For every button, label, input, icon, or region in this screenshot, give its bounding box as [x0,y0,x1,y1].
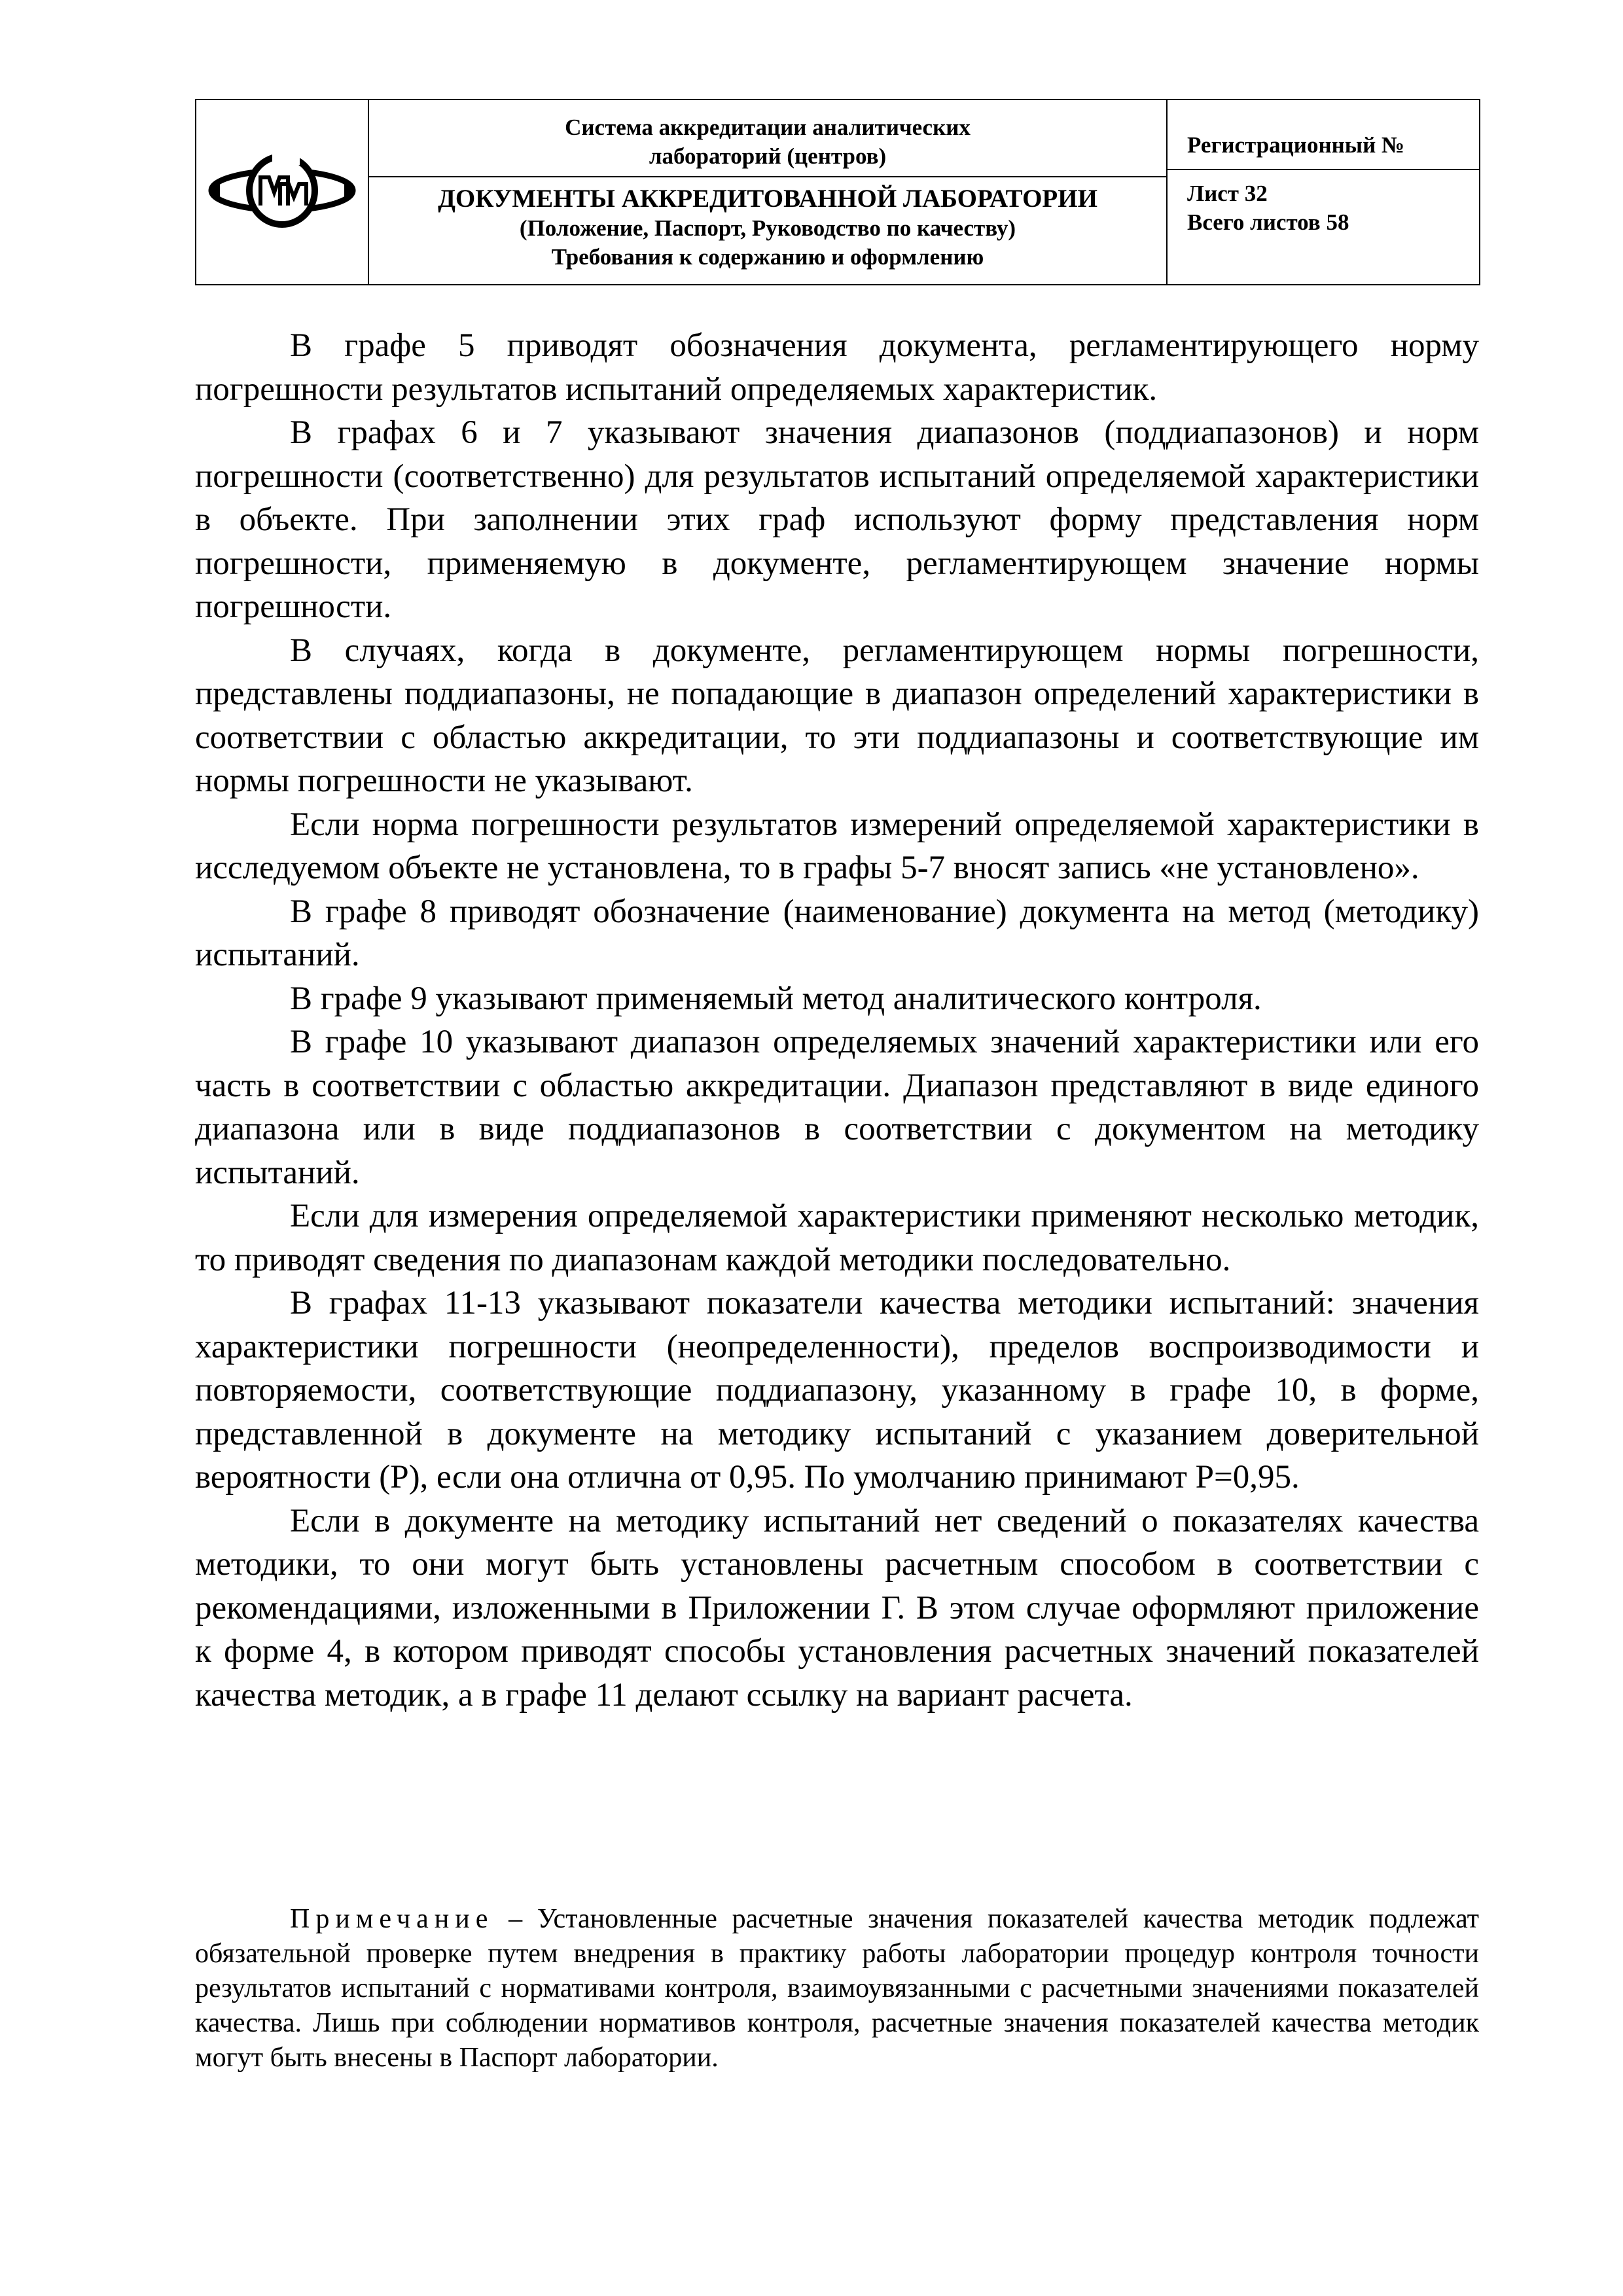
document-title: ДОКУМЕНТЫ АККРЕДИТОВАННОЙ ЛАБОРАТОРИИ [438,184,1097,213]
paragraph: Если норма погрешности результатов измерений определяемой характеристики в исследуемом объекте не установлена, то в графы 5-7 вносят запись «не установлено». [195,806,1479,886]
sheet-number: Лист 32 [1187,180,1268,206]
paragraph: В графах 11-13 указывают показатели качества методики испытаний: значения характеристики погрешности (неопределенности), пределов воспроизводимости и повторяемости, соответствующие поддиапазону, указанному в графе 10, в форме, представленной в документе на методику испытаний с указанием доверительной вероятности (Р), если она отлична от 0,95. По умолчанию принимают Р=0,95. [195,1285,1479,1496]
note-text: Установленные расчетные значения показателей качества методик подлежат обязательной проверке путем внедрения в практику работы лаборатории процедур контроля точности результатов испытаний с нормативами контроля, взаимоувязанными с расчетными значениями показателей качества. Лишь при соблюдении нормативов контроля, расчетные значения показателей качества методик могут быть внесены в Паспорт лаборатории. [195,1904,1480,2073]
registration-cell [1167,99,1480,285]
document-subtitle: (Положение, Паспорт, Руководство по качеству) [519,215,1016,241]
note-block [195,1902,1479,2075]
registration-number-label: Регистрационный № [1187,132,1405,158]
paragraph: Если для измерения определяемой характеристики применяют несколько методик, то приводят сведения по диапазонам каждой методики последовательно. [195,1198,1479,1278]
paragraph: В графах 6 и 7 указывают значения диапазонов (поддиапазонов) и норм погрешности (соответственно) для результатов испытаний определяемой характеристики в объекте. При заполнении этих граф используют форму представления норм погрешности, применяемую в документе, регламентирующем значение нормы погрешности. [195,414,1479,625]
paragraph: В графе 5 приводят обозначения документа, регламентирующего норму погрешности результатов испытаний определяемых характеристик. [195,327,1479,408]
document-requirements: Требования к содержанию и оформлению [551,243,984,270]
accreditation-logo-icon [207,148,357,233]
paragraph: В графе 9 указывают применяемый метод аналитического контроля. [290,980,1262,1017]
paragraph: В случаях, когда в документе, регламентирующем нормы погрешности, представлены поддиапазоны, не попадающие в диапазон определений характеристики в соответствии с областью аккредитации, то эти поддиапазоны и соответствующие им нормы погрешности не указывают. [195,632,1479,799]
note-dash: – [493,1904,537,1934]
logo-cell [196,99,368,285]
system-name-line1: Система аккредитации аналитических [565,114,971,140]
body-text [195,324,1479,1717]
total-sheets: Всего листов 58 [1187,209,1349,235]
paragraph: Если в документе на методику испытаний нет сведений о показателях качества методики, то они могут быть установлены расчетным способом в соответствии с рекомендациями, изложенными в Приложении Г. В этом случае оформляют приложение к форме 4, в котором приводят способы установления расчетных значений показателей качества методик, а в графе 11 делают ссылку на вариант расчета. [195,1502,1479,1713]
system-name-line2: лабораторий (центров) [649,143,887,169]
paragraph: В графе 8 приводят обозначение (наименование) документа на метод (методику) испытаний. [195,893,1479,973]
paragraph: В графе 10 указывают диапазон определяемых значений характеристики или его часть в соответствии с областью аккредитации. Диапазон представляют в виде единого диапазона или в виде поддиапазонов в соответствии с документом на методику испытаний. [195,1024,1479,1191]
title-cell [368,99,1167,285]
document-header [195,99,1480,285]
note-label: Примечание [290,1904,494,1934]
